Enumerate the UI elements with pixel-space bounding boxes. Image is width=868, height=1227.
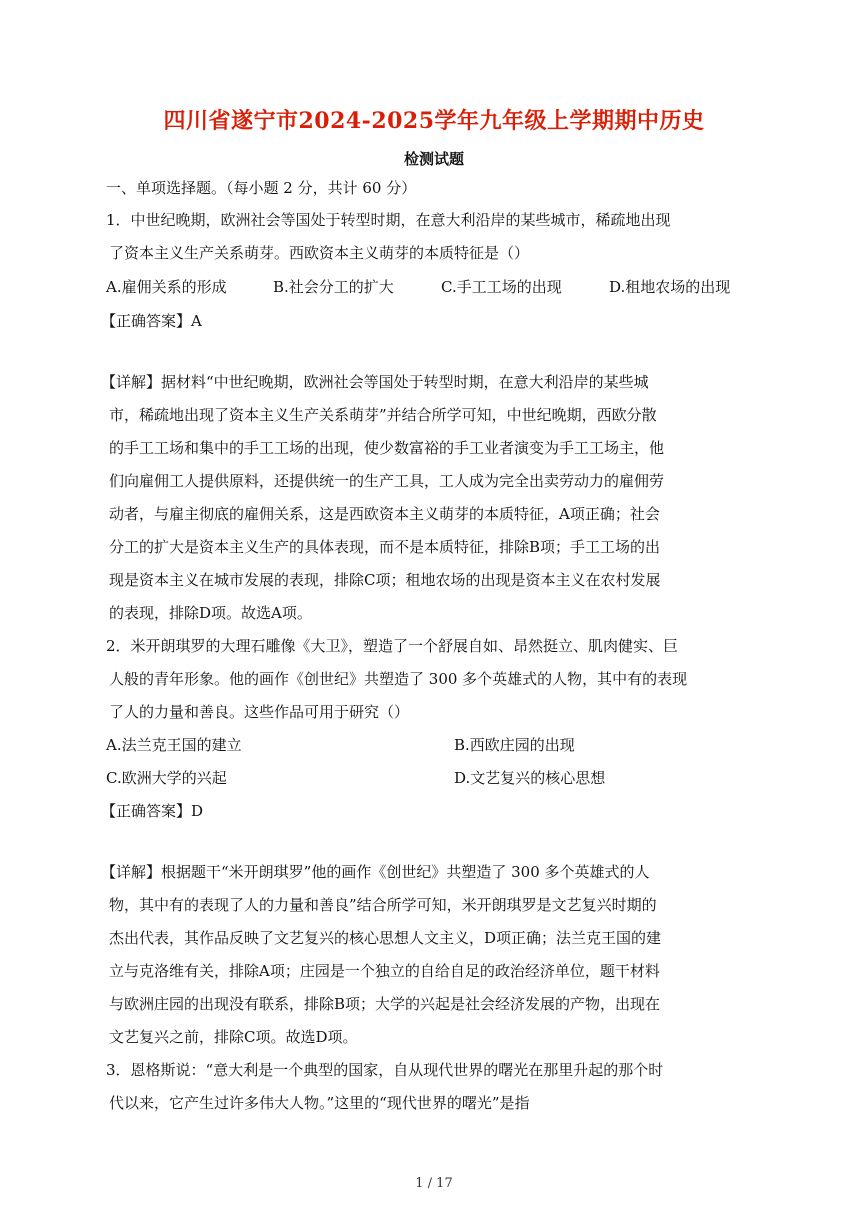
- question-1-detail-line-1: 【详解】据材料“中世纪晚期，欧洲社会等国处于转型时期，在意大利沿岸的某些城: [101, 373, 649, 391]
- question-1-option-d: D.租地农场的出现: [609, 278, 731, 296]
- question-2-detail-line-6: 文艺复兴之前，排除C项。故选D项。: [109, 1028, 358, 1046]
- question-2-option-d: D.文艺复兴的核心思想: [454, 769, 606, 787]
- question-2-detail-line-2: 物，其中有的表现了人的力量和善良”结合所学可知，米开朗琪罗是文艺复兴时期的: [109, 896, 657, 914]
- question-2-detail-line-1: 【详解】根据题干“米开朗琪罗”他的画作《创世纪》共塑造了 300 多个英雄式的人: [101, 863, 650, 881]
- question-1-stem-line-2: 了资本主义生产关系萌芽。西欧资本主义萌芽的本质特征是（）: [109, 244, 530, 262]
- question-1-detail-line-7: 现是资本主义在城市发展的表现，排除C项；租地农场的出现是资本主义在农村发展: [109, 571, 661, 589]
- document-subtitle: 检测试题: [403, 150, 464, 168]
- question-3-stem-line-2: 代以来，它产生过许多伟大人物。”这里的“现代世界的曙光”是指: [109, 1094, 530, 1112]
- question-2-detail-line-3: 杰出代表，其作品反映了文艺复兴的核心思想人文主义，D项正确；法兰克王国的建: [109, 929, 662, 947]
- question-2-option-c: C.欧洲大学的兴起: [106, 769, 227, 787]
- question-1-detail-line-5: 动者，与雇主彻底的雇佣关系，这是西欧资本主义萌芽的本质特征，A项正确；社会: [109, 505, 660, 523]
- question-2-stem-line-1: 2．米开朗琪罗的大理石雕像《大卫》，塑造了一个舒展自如、昂然挺立、肌肉健实、巨: [106, 637, 679, 655]
- section-heading: 一、单项选择题。（每小题 2 分，共计 60 分）: [106, 179, 417, 197]
- question-1-stem-line-1: 1．中世纪晚期，欧洲社会等国处于转型时期，在意大利沿岸的某些城市，稀疏地出现: [106, 211, 671, 229]
- question-2-detail-line-5: 与欧洲庄园的出现没有联系，排除B项；大学的兴起是社会经济发展的产物，出现在: [109, 995, 661, 1013]
- document-title: 四川省遂宁市2024-2025学年九年级上学期期中历史: [163, 108, 705, 134]
- question-2-option-a: A.法兰克王国的建立: [106, 736, 242, 754]
- question-2-stem-line-3: 了人的力量和善良。这些作品可用于研究（）: [109, 703, 410, 721]
- question-1-option-b: B.社会分工的扩大: [273, 278, 394, 296]
- question-3-stem-line-1: 3．恩格斯说：“意大利是一个典型的国家，自从现代世界的曙光在那里升起的那个时: [106, 1061, 664, 1079]
- question-1-detail-line-2: 市，稀疏地出现了资本主义生产关系萌芽”并结合所学可知，中世纪晚期，西欧分散: [109, 406, 657, 424]
- page-indicator: 1 / 17: [415, 1176, 453, 1191]
- question-1-option-a: A.雇佣关系的形成: [106, 278, 227, 296]
- question-1-option-c: C.手工工场的出现: [441, 278, 562, 296]
- question-2-answer: 【正确答案】D: [101, 802, 204, 820]
- question-1-detail-line-3: 的手工工场和集中的手工工场的出现，使少数富裕的手工业者演变为手工工场主，他: [109, 439, 665, 457]
- question-1-detail-line-4: 们向雇佣工人提供原料，还提供统一的生产工具，工人成为完全出卖劳动力的雇佣劳: [109, 472, 665, 490]
- question-2-stem-line-2: 人般的青年形象。他的画作《创世纪》共塑造了 300 多个英雄式的人物，其中有的表现: [109, 670, 688, 688]
- question-2-option-b: B.西欧庄园的出现: [454, 736, 575, 754]
- question-1-detail-line-6: 分工的扩大是资本主义生产的具体表现，而不是本质特征，排除B项；手工工场的出: [109, 538, 661, 556]
- question-2-detail-line-4: 立与克洛维有关，排除A项；庄园是一个独立的自给自足的政治经济单位，题干材料: [109, 962, 660, 980]
- question-1-answer: 【正确答案】A: [101, 312, 202, 330]
- question-1-detail-line-8: 的表现，排除D项。故选A项。: [109, 604, 312, 622]
